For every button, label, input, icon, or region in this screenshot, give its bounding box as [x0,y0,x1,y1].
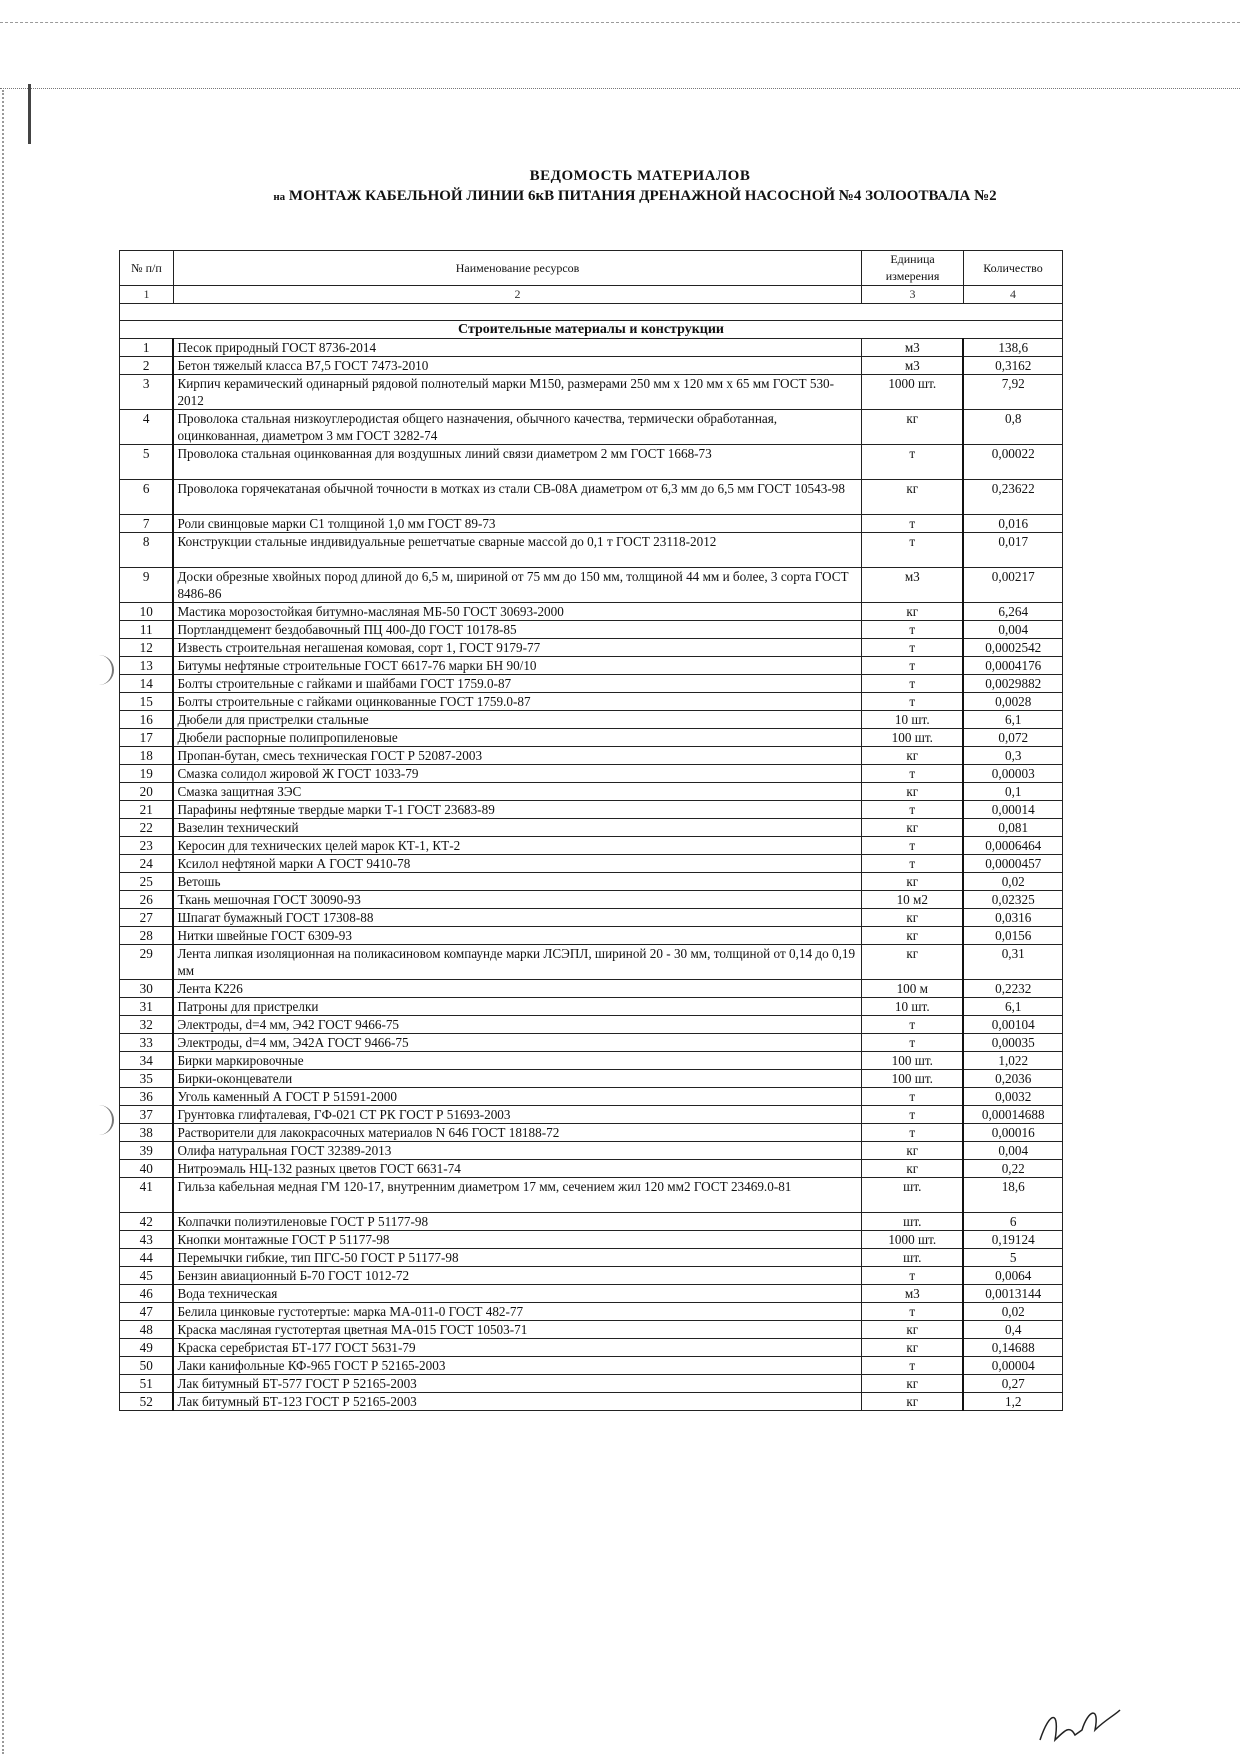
row-name: Белила цинковые густотертые: марка МА-011-0 ГОСТ 482-77 [173,1303,861,1321]
spacer-row [120,304,1063,321]
table-row [120,873,1063,891]
row-num: 27 [120,909,174,927]
binder-hole-mark [98,1105,114,1135]
row-qty: 0,081 [963,819,1062,837]
row-num: 15 [120,693,174,711]
scan-edge [2,90,24,1754]
table-row [120,339,1063,357]
row-qty: 0,27 [963,1375,1062,1393]
row-name: Кнопки монтажные ГОСТ Р 51177-98 [173,1231,861,1249]
row-name: Проволока стальная оцинкованная для воздушных линий связи диаметром 2 мм ГОСТ 1668-73 [173,445,861,480]
spacer-cell [120,304,1063,321]
row-name: Патроны для пристрелки [173,998,861,1016]
row-num: 29 [120,945,174,980]
row-unit: 100 шт. [862,729,964,747]
row-num: 30 [120,980,174,998]
row-qty: 0,02325 [963,891,1062,909]
row-unit: 1000 шт. [862,375,964,410]
row-num: 9 [120,568,174,603]
table-row [120,1052,1063,1070]
materials-table [119,250,1063,1411]
table-row [120,1321,1063,1339]
header-qty: Количество [963,251,1062,286]
row-qty: 0,0032 [963,1088,1062,1106]
row-qty: 0,0000457 [963,855,1062,873]
table-row [120,480,1063,515]
row-name: Мастика морозостойкая битумно-масляная МБ-50 ГОСТ 30693-2000 [173,603,861,621]
row-qty: 0,1 [963,783,1062,801]
subtitle-text: МОНТАЖ КАБЕЛЬНОЙ ЛИНИИ 6кВ ПИТАНИЯ ДРЕНАЖНОЙ НАСОСНОЙ №4 ЗОЛООТВАЛА №2 [288,188,997,204]
row-num: 20 [120,783,174,801]
table-row [120,1375,1063,1393]
row-qty: 0,23622 [963,480,1062,515]
row-name: Нитки швейные ГОСТ 6309-93 [173,927,861,945]
table-row [120,1142,1063,1160]
row-num: 19 [120,765,174,783]
row-num: 37 [120,1106,174,1124]
row-num: 45 [120,1267,174,1285]
row-name: Бензин авиационный Б-70 ГОСТ 1012-72 [173,1267,861,1285]
table-row [120,1124,1063,1142]
row-num: 1 [120,339,174,357]
row-qty: 0,02 [963,873,1062,891]
row-name: Лента липкая изоляционная на поликасиновом компаунде марки ЛСЭПЛ, шириной 20 - 30 мм, толщиной от 0,14 до 0,19 мм [173,945,861,980]
row-num: 48 [120,1321,174,1339]
section-row [120,321,1063,339]
row-name: Растворители для лакокрасочных материалов N 646 ГОСТ 18188-72 [173,1124,861,1142]
row-name: Ткань мешочная ГОСТ 30090-93 [173,891,861,909]
row-num: 17 [120,729,174,747]
row-unit: 10 м2 [862,891,964,909]
row-num: 52 [120,1393,174,1411]
row-name: Лак битумный БТ-123 ГОСТ Р 52165-2003 [173,1393,861,1411]
table-row [120,1160,1063,1178]
row-qty: 0,00035 [963,1034,1062,1052]
section-title: Строительные материалы и конструкции [120,321,1063,339]
row-unit: т [862,1267,964,1285]
row-qty: 0,4 [963,1321,1062,1339]
document-title: ВЕДОМОСТЬ МАТЕРИАЛОВ [529,168,751,184]
row-num: 2 [120,357,174,375]
row-name: Проволока горячекатаная обычной точности в мотках из стали СВ-08А диаметром от 6,3 мм до 6,5 мм ГОСТ 10543-98 [173,480,861,515]
row-qty: 0,00004 [963,1357,1062,1375]
row-num: 25 [120,873,174,891]
row-num: 43 [120,1231,174,1249]
row-unit: т [862,1088,964,1106]
table-row [120,533,1063,568]
table-row [120,657,1063,675]
table-row [120,410,1063,445]
table-row [120,1249,1063,1267]
row-qty: 18,6 [963,1178,1062,1213]
row-qty: 0,00014 [963,801,1062,819]
row-qty: 5 [963,1249,1062,1267]
row-name: Смазка защитная ЗЭС [173,783,861,801]
table-row [120,747,1063,765]
table-row [120,568,1063,603]
row-num: 3 [120,375,174,410]
table-row [120,1231,1063,1249]
table-row [120,837,1063,855]
row-unit: т [862,445,964,480]
row-unit: т [862,1124,964,1142]
row-num: 44 [120,1249,174,1267]
row-num: 36 [120,1088,174,1106]
row-name: Дюбели распорные полипропиленовые [173,729,861,747]
row-name: Проволока стальная низкоуглеродистая общего назначения, обычного качества, термически обработанная, оцинкованная, диаметром 3 мм ГОСТ 3282-74 [173,410,861,445]
row-qty: 0,072 [963,729,1062,747]
row-num: 31 [120,998,174,1016]
row-name: Лаки канифольные КФ-965 ГОСТ Р 52165-2003 [173,1357,861,1375]
row-name: Парафины нефтяные твердые марки Т-1 ГОСТ 23683-89 [173,801,861,819]
row-num: 33 [120,1034,174,1052]
row-unit: кг [862,909,964,927]
row-qty: 0,00104 [963,1016,1062,1034]
row-num: 6 [120,480,174,515]
row-num: 7 [120,515,174,533]
row-num: 51 [120,1375,174,1393]
row-qty: 0,0316 [963,909,1062,927]
row-unit: т [862,1357,964,1375]
table-row [120,445,1063,480]
row-unit: кг [862,1321,964,1339]
table-row [120,783,1063,801]
row-num: 41 [120,1178,174,1213]
row-num: 49 [120,1339,174,1357]
table-row [120,1016,1063,1034]
binder-hole-mark [98,655,114,685]
row-num: 23 [120,837,174,855]
row-num: 28 [120,927,174,945]
row-name: Нитроэмаль НЦ-132 разных цветов ГОСТ 6631-74 [173,1160,861,1178]
row-unit: т [862,533,964,568]
row-name: Лак битумный БТ-577 ГОСТ Р 52165-2003 [173,1375,861,1393]
row-unit: кг [862,945,964,980]
row-name: Электроды, d=4 мм, Э42 ГОСТ 9466-75 [173,1016,861,1034]
row-num: 46 [120,1285,174,1303]
row-name: Ксилол нефтяной марки А ГОСТ 9410-78 [173,855,861,873]
row-name: Конструкции стальные индивидуальные решетчатые сварные массой до 0,1 т ГОСТ 23118-2012 [173,533,861,568]
row-qty: 0,31 [963,945,1062,980]
row-qty: 0,00022 [963,445,1062,480]
column-index-row [120,286,1063,304]
column-index: 4 [963,286,1062,304]
row-name: Смазка солидол жировой Ж ГОСТ 1033-79 [173,765,861,783]
table-row [120,801,1063,819]
row-qty: 6,1 [963,711,1062,729]
row-unit: кг [862,603,964,621]
column-index: 1 [120,286,174,304]
table-row [120,1393,1063,1411]
row-num: 26 [120,891,174,909]
row-qty: 0,00016 [963,1124,1062,1142]
table-row [120,693,1063,711]
row-unit: кг [862,1375,964,1393]
row-name: Керосин для технических целей марок КТ-1, КТ-2 [173,837,861,855]
row-name: Грунтовка глифталевая, ГФ-021 СТ РК ГОСТ Р 51693-2003 [173,1106,861,1124]
row-unit: м3 [862,1285,964,1303]
row-num: 5 [120,445,174,480]
table-header-row [120,251,1063,286]
table-row [120,909,1063,927]
row-name: Болты строительные с гайками оцинкованные ГОСТ 1759.0-87 [173,693,861,711]
row-name: Ветошь [173,873,861,891]
column-index: 2 [173,286,861,304]
row-unit: 100 шт. [862,1070,964,1088]
row-unit: кг [862,1339,964,1357]
row-unit: кг [862,873,964,891]
row-name: Пропан-бутан, смесь техническая ГОСТ Р 52087-2003 [173,747,861,765]
row-qty: 1,022 [963,1052,1062,1070]
row-qty: 6,1 [963,998,1062,1016]
row-qty: 138,6 [963,339,1062,357]
row-name: Колпачки полиэтиленовые ГОСТ Р 51177-98 [173,1213,861,1231]
row-name: Бирки маркировочные [173,1052,861,1070]
row-unit: 10 шт. [862,711,964,729]
document-subtitle [0,188,1240,205]
row-qty: 1,2 [963,1393,1062,1411]
row-num: 4 [120,410,174,445]
row-num: 42 [120,1213,174,1231]
row-qty: 0,0006464 [963,837,1062,855]
row-name: Краска серебристая БТ-177 ГОСТ 5631-79 [173,1339,861,1357]
row-unit: м3 [862,357,964,375]
table-row [120,819,1063,837]
row-unit: шт. [862,1249,964,1267]
row-name: Доски обрезные хвойных пород длиной до 6,5 м, шириной от 75 мм до 150 мм, толщиной 44 мм и более, 3 сорта ГОСТ 8486-86 [173,568,861,603]
table-row [120,765,1063,783]
row-qty: 0,3 [963,747,1062,765]
row-unit: кг [862,783,964,801]
row-num: 50 [120,1357,174,1375]
signature-mark [1030,1700,1130,1750]
row-name: Портландцемент бездобавочный ПЦ 400-Д0 ГОСТ 10178-85 [173,621,861,639]
row-qty: 0,016 [963,515,1062,533]
scan-artifact-line [0,88,1240,89]
table-row [120,1070,1063,1088]
header-name: Наименование ресурсов [173,251,861,286]
table-body [120,339,1063,1411]
table-row [120,1178,1063,1213]
row-qty: 0,004 [963,1142,1062,1160]
table-row [120,603,1063,621]
table-row [120,1034,1063,1052]
table-row [120,621,1063,639]
row-unit: 10 шт. [862,998,964,1016]
row-name: Шпагат бумажный ГОСТ 17308-88 [173,909,861,927]
row-num: 21 [120,801,174,819]
row-unit: кг [862,1142,964,1160]
table-row [120,945,1063,980]
row-unit: кг [862,1160,964,1178]
row-name: Вазелин технический [173,819,861,837]
table-row [120,711,1063,729]
row-qty: 0,0156 [963,927,1062,945]
row-qty: 0,14688 [963,1339,1062,1357]
header-num: № п/п [120,251,174,286]
table-row [120,375,1063,410]
row-unit: т [862,1106,964,1124]
row-unit: т [862,765,964,783]
row-num: 38 [120,1124,174,1142]
row-unit: кг [862,819,964,837]
row-num: 47 [120,1303,174,1321]
row-num: 16 [120,711,174,729]
row-unit: т [862,837,964,855]
row-unit: шт. [862,1178,964,1213]
row-name: Дюбели для пристрелки стальные [173,711,861,729]
row-qty: 0,017 [963,533,1062,568]
row-unit: м3 [862,568,964,603]
row-name: Краска масляная густотертая цветная МА-015 ГОСТ 10503-71 [173,1321,861,1339]
table-row [120,515,1063,533]
row-name: Болты строительные с гайками и шайбами ГОСТ 1759.0-87 [173,675,861,693]
table-row [120,1357,1063,1375]
row-name: Лента К226 [173,980,861,998]
row-unit: 100 м [862,980,964,998]
row-unit: 100 шт. [862,1052,964,1070]
row-qty: 6 [963,1213,1062,1231]
row-name: Известь строительная негашеная комовая, сорт 1, ГОСТ 9179-77 [173,639,861,657]
row-num: 39 [120,1142,174,1160]
row-unit: кг [862,410,964,445]
subtitle-prefix: на [273,191,286,203]
row-num: 24 [120,855,174,873]
table-row [120,1267,1063,1285]
row-unit: т [862,639,964,657]
row-num: 40 [120,1160,174,1178]
table-row [120,980,1063,998]
row-name: Вода техническая [173,1285,861,1303]
row-name: Электроды, d=4 мм, Э42А ГОСТ 9466-75 [173,1034,861,1052]
row-name: Битумы нефтяные строительные ГОСТ 6617-76 марки БН 90/10 [173,657,861,675]
row-qty: 0,3162 [963,357,1062,375]
table-row [120,1106,1063,1124]
row-qty: 0,0013144 [963,1285,1062,1303]
row-unit: шт. [862,1213,964,1231]
row-name: Олифа натуральная ГОСТ 32389-2013 [173,1142,861,1160]
row-unit: м3 [862,339,964,357]
row-qty: 7,92 [963,375,1062,410]
row-num: 22 [120,819,174,837]
row-qty: 0,0029882 [963,675,1062,693]
row-qty: 0,0028 [963,693,1062,711]
table-row [120,927,1063,945]
scan-artifact-line [0,22,1240,23]
table-row [120,1285,1063,1303]
row-unit: т [862,515,964,533]
row-num: 18 [120,747,174,765]
header-unit: Единица измерения [862,251,964,286]
row-unit: т [862,621,964,639]
table-row [120,639,1063,657]
table-row [120,1303,1063,1321]
row-qty: 0,02 [963,1303,1062,1321]
row-num: 8 [120,533,174,568]
row-name: Роли свинцовые марки С1 толщиной 1,0 мм ГОСТ 89-73 [173,515,861,533]
row-qty: 0,22 [963,1160,1062,1178]
row-unit: т [862,801,964,819]
row-name: Гильза кабельная медная ГМ 120-17, внутренним диаметром 17 мм, сечением жил 120 мм2 ГОСТ 23469.0-81 [173,1178,861,1213]
row-name: Бирки-оконцеватели [173,1070,861,1088]
row-unit: кг [862,1393,964,1411]
row-unit: т [862,657,964,675]
row-qty: 0,2232 [963,980,1062,998]
table-row [120,998,1063,1016]
row-num: 34 [120,1052,174,1070]
row-num: 13 [120,657,174,675]
row-qty: 0,0004176 [963,657,1062,675]
row-qty: 0,2036 [963,1070,1062,1088]
table-row [120,675,1063,693]
row-num: 11 [120,621,174,639]
row-num: 10 [120,603,174,621]
row-qty: 0,0002542 [963,639,1062,657]
row-qty: 0,00217 [963,568,1062,603]
row-name: Кирпич керамический одинарный рядовой полнотелый марки М150, размерами 250 мм х 120 мм х 65 мм ГОСТ 530-2012 [173,375,861,410]
row-num: 35 [120,1070,174,1088]
row-qty: 0,00003 [963,765,1062,783]
row-unit: т [862,1034,964,1052]
row-num: 12 [120,639,174,657]
row-name: Песок природный ГОСТ 8736-2014 [173,339,861,357]
scan-mark [28,84,31,144]
row-unit: т [862,1016,964,1034]
row-qty: 0,00014688 [963,1106,1062,1124]
row-qty: 0,004 [963,621,1062,639]
row-unit: 1000 шт. [862,1231,964,1249]
row-qty: 6,264 [963,603,1062,621]
row-unit: т [862,693,964,711]
table-row [120,1088,1063,1106]
row-name: Перемычки гибкие, тип ПГС-50 ГОСТ Р 51177-98 [173,1249,861,1267]
row-qty: 0,0064 [963,1267,1062,1285]
column-index: 3 [862,286,964,304]
table-row [120,855,1063,873]
row-qty: 0,8 [963,410,1062,445]
row-num: 32 [120,1016,174,1034]
row-unit: кг [862,927,964,945]
row-unit: кг [862,747,964,765]
table-row [120,357,1063,375]
table-row [120,891,1063,909]
row-unit: т [862,1303,964,1321]
row-name: Бетон тяжелый класса В7,5 ГОСТ 7473-2010 [173,357,861,375]
row-qty: 0,19124 [963,1231,1062,1249]
row-unit: т [862,675,964,693]
row-unit: кг [862,480,964,515]
table-row [120,729,1063,747]
row-name: Уголь каменный А ГОСТ Р 51591-2000 [173,1088,861,1106]
table-row [120,1339,1063,1357]
row-num: 14 [120,675,174,693]
row-unit: т [862,855,964,873]
table-row [120,1213,1063,1231]
